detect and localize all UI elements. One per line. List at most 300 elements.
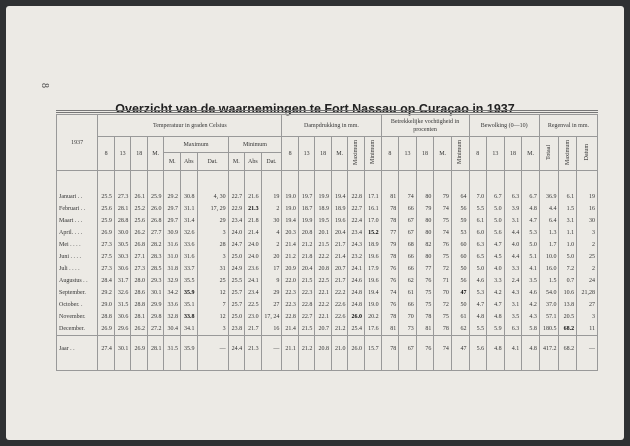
cell-c8: 4.7 <box>469 299 487 311</box>
cell-t13: 32.6 <box>114 287 131 299</box>
cell-hM: 71 <box>434 275 452 287</box>
cell-vMax: 22.4 <box>348 215 365 227</box>
table-row <box>57 191 598 203</box>
cell-v8: 20.3 <box>282 227 299 239</box>
bold-value: 26.0 <box>351 314 362 320</box>
cell-h18: 75 <box>416 299 434 311</box>
table-end <box>57 362 598 371</box>
cell-vMax: 22.8 <box>348 191 365 203</box>
cell-cM: 4.1 <box>522 263 540 275</box>
cell-h8: 81 <box>381 191 399 203</box>
cell-vM: 21.7 <box>331 275 348 287</box>
cell-rT: 16.0 <box>539 263 559 275</box>
cell-cM: 5.1 <box>522 251 540 263</box>
cell-v18: 18.9 <box>315 203 332 215</box>
cell-tM: 30.1 <box>147 287 164 299</box>
cell-month: Juni . . . . <box>57 251 98 263</box>
cell-v13: 22.8 <box>298 299 315 311</box>
cell-minM: 24.0 <box>228 227 245 239</box>
cell-vM: 21.0 <box>331 336 348 363</box>
cell-h13: 66 <box>399 263 417 275</box>
table-row <box>57 299 598 311</box>
cell-t18: 27.1 <box>131 251 148 263</box>
cell-maxDat: 31 <box>197 263 228 275</box>
col-t13: 13 <box>114 137 131 171</box>
cell-vMax: 25.4 <box>348 323 365 336</box>
cell-vMax: 24.8 <box>348 299 365 311</box>
cell-t13: 28.8 <box>114 215 131 227</box>
cell-vMin: 17.0 <box>365 215 382 227</box>
col-h18: 18 <box>416 137 434 171</box>
cell-minAbs: 23.4 <box>245 287 262 299</box>
cell-month: Augustus . . <box>57 275 98 287</box>
cell-vMin: 18.9 <box>365 239 382 251</box>
cell-v18: 22.2 <box>315 251 332 263</box>
cell-t18: 26.8 <box>131 239 148 251</box>
cell-hM: 75 <box>434 311 452 323</box>
cell-vM: 21.4 <box>331 251 348 263</box>
cell-h8: 74 <box>381 287 399 299</box>
cell-rMax: 10.6 <box>559 287 577 299</box>
cell-minM: 22.7 <box>228 191 245 203</box>
cell-vMin: 17.1 <box>365 191 382 203</box>
cell-maxM: 34.2 <box>164 287 181 299</box>
cell-maxDat: 3 <box>197 323 228 336</box>
cell-cM: 4.7 <box>522 215 540 227</box>
cell-c18: 3.5 <box>504 311 522 323</box>
cell-c8: 6.1 <box>469 215 487 227</box>
cell-maxDat: 17, 29 <box>197 203 228 215</box>
cell-month: December. <box>57 323 98 336</box>
cell-maxAbs: 35.1 <box>181 299 198 311</box>
cell-h18: 80 <box>416 215 434 227</box>
cell-v18: 20.1 <box>315 227 332 239</box>
cell-c13: 4.2 <box>487 287 505 299</box>
vapour-header: Dampdrukking in mm. <box>282 115 381 137</box>
cell-v13: 18.7 <box>298 203 315 215</box>
cell-v13: 21.5 <box>298 275 315 287</box>
cell-t13: 30.3 <box>114 251 131 263</box>
cell-t8: 29.0 <box>98 299 115 311</box>
cell-minM: 25.7 <box>228 299 245 311</box>
col-minM: M. <box>228 153 245 171</box>
col-vmax: Maximum <box>353 139 360 165</box>
cell-h8: 78 <box>381 215 399 227</box>
cell-minAbs: 23.6 <box>245 263 262 275</box>
cell-minM: 25.0 <box>228 251 245 263</box>
cell-rMax: 1.1 <box>559 227 577 239</box>
cell-h18: 76 <box>416 275 434 287</box>
cell-v13: 21.2 <box>298 336 315 363</box>
cell-rT: 180.5 <box>539 323 559 336</box>
cell-t13: 28.1 <box>114 203 131 215</box>
cell-cM: 4.2 <box>522 299 540 311</box>
cell-c8: 5.5 <box>469 323 487 336</box>
cell-vM: 21.2 <box>331 323 348 336</box>
cell-c8: 5.6 <box>469 336 487 363</box>
cell-rT: 54.0 <box>539 287 559 299</box>
cell-minM: 24.4 <box>228 336 245 363</box>
cell-month: November. <box>57 311 98 323</box>
cell-maxAbs: 31.1 <box>181 203 198 215</box>
col-minDat: Dat. <box>261 153 282 171</box>
table-row <box>57 311 598 323</box>
rain-header: Regenval in mm. <box>539 115 597 137</box>
cell-month: October. . <box>57 299 98 311</box>
cell-minM: 24.9 <box>228 263 245 275</box>
cell-rMax: 1.0 <box>559 239 577 251</box>
cell-h13: 66 <box>399 203 417 215</box>
observations-table <box>56 114 598 371</box>
cell-hM: 74 <box>434 227 452 239</box>
cell-c13: 4.7 <box>487 299 505 311</box>
cell-v8: 21.2 <box>282 251 299 263</box>
cell-h8: 81 <box>381 323 399 336</box>
cell-hM: 74 <box>434 336 452 363</box>
cell-v18: 22.5 <box>315 275 332 287</box>
cell-t18: 28.6 <box>131 287 148 299</box>
cell-h18: 79 <box>416 203 434 215</box>
cell-h8: 76 <box>381 275 399 287</box>
top-rule-2 <box>56 112 598 113</box>
cell-rT: 417.2 <box>539 336 559 363</box>
cell-hM: 72 <box>434 299 452 311</box>
cell-h13: 70 <box>399 311 417 323</box>
bold-value: 15.2 <box>368 230 379 236</box>
cell-minM: 25.7 <box>228 287 245 299</box>
cell-vMax: 22.7 <box>348 203 365 215</box>
cell-h13: 62 <box>399 275 417 287</box>
cell-rT: 1.5 <box>539 275 559 287</box>
cell-t8: 28.4 <box>98 275 115 287</box>
cell-v18: 19.5 <box>315 215 332 227</box>
cell-c13: 6.7 <box>487 191 505 203</box>
cell-rDat: 21,28 <box>577 287 598 299</box>
cell-tM: 28.1 <box>147 336 164 363</box>
cell-v13: 21.2 <box>298 239 315 251</box>
cell-h13: 61 <box>399 287 417 299</box>
bold-value: 47 <box>460 290 467 296</box>
cell-rT: 37.0 <box>539 299 559 311</box>
cell-rDat: 25 <box>577 251 598 263</box>
cell-minAbs: 24.1 <box>245 275 262 287</box>
cell-maxAbs: 33.6 <box>181 239 198 251</box>
cell-rMax: 20.5 <box>559 311 577 323</box>
col-v13: 13 <box>298 137 315 171</box>
cell-maxAbs: 35.5 <box>181 275 198 287</box>
cell-h13: 74 <box>399 191 417 203</box>
table-row <box>57 251 598 263</box>
top-rule <box>56 110 598 111</box>
cell-minM: 22.9 <box>228 203 245 215</box>
cell-h13: 68 <box>399 239 417 251</box>
cell-h18: 78 <box>416 311 434 323</box>
cell-vMin: 15.7 <box>365 336 382 363</box>
col-t18: 18 <box>131 137 148 171</box>
cell-maxDat: 12 <box>197 287 228 299</box>
cell-maxDat: — <box>197 336 228 363</box>
cell-minDat: 4 <box>261 227 282 239</box>
cell-cM: 6.7 <box>522 191 540 203</box>
cell-maxDat: 4, 30 <box>197 191 228 203</box>
cell-maxM: 29.7 <box>164 203 181 215</box>
cell-c8: 6.0 <box>469 227 487 239</box>
cell-month: Januari . . <box>57 191 98 203</box>
cell-cM: 4.8 <box>522 203 540 215</box>
cell-vM: 22.6 <box>331 299 348 311</box>
cell-h13: 66 <box>399 251 417 263</box>
cell-t18: 28.8 <box>131 299 148 311</box>
cell-t13: 31.5 <box>114 299 131 311</box>
cell-maxM: 31.5 <box>164 336 181 363</box>
cell-v8: 19.0 <box>282 203 299 215</box>
cell-minAbs: 22.5 <box>245 299 262 311</box>
cell-maxDat: 7 <box>197 299 228 311</box>
cell-minAbs <box>245 203 262 215</box>
cell-hMin: 64 <box>451 191 469 203</box>
cell-tM: 26.8 <box>147 215 164 227</box>
bold-value: 68.2 <box>563 326 575 332</box>
cell-rMax: 0.7 <box>559 275 577 287</box>
cell-rT: 1.3 <box>539 227 559 239</box>
cell-t18: 28.0 <box>131 275 148 287</box>
cell-rDat: 16 <box>577 203 598 215</box>
cell-c13: 5.9 <box>487 323 505 336</box>
cell-c18: 3.9 <box>504 203 522 215</box>
cell-vMax: 23.2 <box>348 251 365 263</box>
cell-rMax: 3.1 <box>559 215 577 227</box>
cell-tM: 28.5 <box>147 263 164 275</box>
table-row <box>57 215 598 227</box>
cell-t13: 30.5 <box>114 239 131 251</box>
temperature-header: Temperatuur in graden Celsius <box>98 115 282 137</box>
col-v18: 18 <box>315 137 332 171</box>
cell-hM: 75 <box>434 215 452 227</box>
page-title: Overzicht van de waarnemingen te Fort Nassau op Curaçao in 1937 <box>115 102 515 116</box>
bold-value: 33.8 <box>184 314 195 320</box>
cell-tM: 29.3 <box>147 275 164 287</box>
cell-c8: 5.3 <box>469 287 487 299</box>
cell-vMin: 17.6 <box>365 323 382 336</box>
cell-t18: 26.9 <box>131 336 148 363</box>
year-header: 1937 <box>57 115 98 171</box>
total-row <box>57 336 598 363</box>
cell-vMax <box>348 311 365 323</box>
col-rmax: Maximum <box>564 139 571 165</box>
cell-minM: 23.4 <box>228 215 245 227</box>
cell-maxM: 29.2 <box>164 191 181 203</box>
cell-vM: 19.6 <box>331 215 348 227</box>
cell-c13: 5.6 <box>487 227 505 239</box>
cell-rDat: 24 <box>577 275 598 287</box>
cell-month: September. <box>57 287 98 299</box>
cell-t13: 30.6 <box>114 311 131 323</box>
cell-minDat: 30 <box>261 215 282 227</box>
cell-rT: 36.9 <box>539 191 559 203</box>
cell-maxM: 31.6 <box>164 239 181 251</box>
cell-c13: 4.8 <box>487 311 505 323</box>
cell-c18: 2.4 <box>504 275 522 287</box>
cell-v18: 19.9 <box>315 191 332 203</box>
cell-minAbs: 24.0 <box>245 251 262 263</box>
cell-h8: 77 <box>381 227 399 239</box>
min-header: Minimum <box>228 137 282 153</box>
cell-month: April. . . . <box>57 227 98 239</box>
col-tM: M. <box>147 137 164 171</box>
table-row <box>57 239 598 251</box>
cell-h18: 82 <box>416 239 434 251</box>
table-row <box>57 227 598 239</box>
cell-h18: 77 <box>416 263 434 275</box>
cell-hM: 76 <box>434 239 452 251</box>
cell-maxAbs: 32.6 <box>181 227 198 239</box>
cell-c18: 4.4 <box>504 251 522 263</box>
cell-minAbs: 21.8 <box>245 215 262 227</box>
cell-h13: 67 <box>399 336 417 363</box>
cell-minM: 25.0 <box>228 311 245 323</box>
cell-minAbs: 21.6 <box>245 191 262 203</box>
col-v8: 8 <box>282 137 299 171</box>
col-c13: 13 <box>487 137 505 171</box>
cell-hMin: 53 <box>451 227 469 239</box>
cell-t18: 27.3 <box>131 263 148 275</box>
cell-rMax: 5.0 <box>559 251 577 263</box>
cell-h18: 76 <box>416 336 434 363</box>
table-row <box>57 323 598 336</box>
cell-rT: 57.1 <box>539 311 559 323</box>
max-header: Maximum <box>164 137 228 153</box>
cell-vMin: 17.9 <box>365 263 382 275</box>
cell-v13: 20.8 <box>298 227 315 239</box>
col-vM: M. <box>331 137 348 171</box>
cell-c18: 4.1 <box>504 336 522 363</box>
cell-cM: 4.6 <box>522 287 540 299</box>
cell-h18: 80 <box>416 191 434 203</box>
cell-c18: 3.1 <box>504 299 522 311</box>
cell-maxM: 31.0 <box>164 251 181 263</box>
cell-h18: 80 <box>416 227 434 239</box>
cell-minAbs: 24.0 <box>245 239 262 251</box>
cell-c18: 6.3 <box>504 323 522 336</box>
cell-t8: 27.5 <box>98 251 115 263</box>
cell-hM: 79 <box>434 191 452 203</box>
cell-c18: 4.3 <box>504 287 522 299</box>
cell-maxM: 32.9 <box>164 275 181 287</box>
cell-h8: 78 <box>381 203 399 215</box>
cell-rDat: 2 <box>577 263 598 275</box>
cell-maxAbs: 31.6 <box>181 251 198 263</box>
cell-minM: 25.5 <box>228 275 245 287</box>
cell-t18: 26.2 <box>131 227 148 239</box>
cell-hMin: 60 <box>451 251 469 263</box>
cell-v8: 22.8 <box>282 311 299 323</box>
cell-maxM: 32.8 <box>164 311 181 323</box>
cell-v8: 22.0 <box>282 275 299 287</box>
cell-vMax: 24.6 <box>348 275 365 287</box>
cell-tM: 29.9 <box>147 299 164 311</box>
cell-v18: 20.7 <box>315 323 332 336</box>
cell-vMax: 24.1 <box>348 263 365 275</box>
cell-v13: 19.7 <box>298 191 315 203</box>
table-row <box>57 287 598 299</box>
cell-maxDat: 12 <box>197 311 228 323</box>
cell-minDat: 16 <box>261 323 282 336</box>
cell-hMin: 61 <box>451 311 469 323</box>
cloud-header: Bewolking (0—10) <box>469 115 539 137</box>
cell-rT: 4.4 <box>539 203 559 215</box>
cell-h13: 67 <box>399 227 417 239</box>
cell-month: Jaar . . <box>57 336 98 363</box>
cell-v18: 20.8 <box>315 336 332 363</box>
page-number: 8 <box>39 83 50 88</box>
cell-t13: 29.6 <box>114 323 131 336</box>
cell-t8: 27.3 <box>98 263 115 275</box>
table-row <box>57 203 598 215</box>
cell-c18: 3.3 <box>504 263 522 275</box>
cell-minAbs: 21.4 <box>245 227 262 239</box>
cell-t13: 30.1 <box>114 336 131 363</box>
cell-v18: 22.1 <box>315 287 332 299</box>
cell-minM: 24.7 <box>228 239 245 251</box>
cell-maxDat: 3 <box>197 251 228 263</box>
cell-rDat: 3 <box>577 311 598 323</box>
cell-t13: 30.6 <box>114 263 131 275</box>
col-h8: 8 <box>381 137 399 171</box>
cell-c13: 5.0 <box>487 203 505 215</box>
cell-c18: 4.4 <box>504 227 522 239</box>
cell-minDat: 17, 24 <box>261 311 282 323</box>
cell-minAbs: 23.0 <box>245 311 262 323</box>
cell-h13: 66 <box>399 299 417 311</box>
cell-t8: 26.9 <box>98 227 115 239</box>
cell-vMin: 19.0 <box>365 299 382 311</box>
cell-minDat: 2 <box>261 203 282 215</box>
cell-h13: 73 <box>399 323 417 336</box>
cell-hMin: 50 <box>451 299 469 311</box>
cell-minDat: 29 <box>261 287 282 299</box>
cell-vMin: 19.6 <box>365 251 382 263</box>
cell-rMax: 13.8 <box>559 299 577 311</box>
cell-v8: 19.4 <box>282 215 299 227</box>
table-row <box>57 275 598 287</box>
cell-rDat: — <box>577 336 598 363</box>
humidity-header: Betrekkelijke vochtigheid in procenten <box>381 115 469 137</box>
cell-vM: 22.2 <box>331 287 348 299</box>
cell-maxM: 30.9 <box>164 227 181 239</box>
cell-minM: 23.8 <box>228 323 245 336</box>
col-vmin: Minimum <box>369 139 376 164</box>
bold-value: 35.9 <box>184 290 195 296</box>
cell-v13: 22.7 <box>298 311 315 323</box>
cell-v18: 21.5 <box>315 239 332 251</box>
cell-tM: 25.9 <box>147 191 164 203</box>
cell-hMin: 47 <box>451 336 469 363</box>
cell-minDat: 27 <box>261 299 282 311</box>
cell-cM: 4.8 <box>522 336 540 363</box>
cell-rDat: 27 <box>577 299 598 311</box>
cell-t8: 27.4 <box>98 336 115 363</box>
cell-t8: 28.8 <box>98 311 115 323</box>
cell-v8: 22.3 <box>282 287 299 299</box>
cell-h8: 78 <box>381 336 399 363</box>
cell-cM: 3.5 <box>522 275 540 287</box>
cell-hMin: 59 <box>451 215 469 227</box>
cell-c8: 5.5 <box>469 203 487 215</box>
cell-hM: 78 <box>434 323 452 336</box>
cell-t18: 28.1 <box>131 311 148 323</box>
cell-minAbs: 21.7 <box>245 323 262 336</box>
cell-v8: 22.3 <box>282 299 299 311</box>
